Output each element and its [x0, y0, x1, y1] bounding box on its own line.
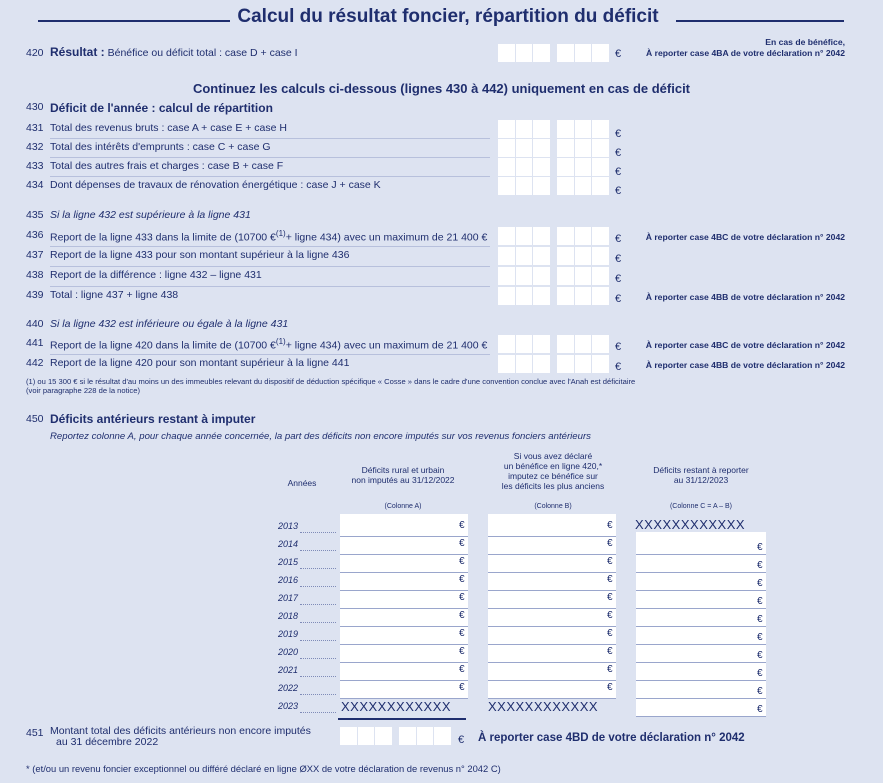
line-450: 450 Déficits antérieurs restant à imputer — [26, 412, 256, 426]
year-label: 2017 — [278, 593, 299, 603]
column-c-euro: € — [757, 542, 763, 553]
column-a-field[interactable] — [340, 514, 468, 698]
column-b-euro: € — [607, 520, 613, 531]
amount-input-438[interactable] — [498, 267, 610, 285]
amount-input-437[interactable] — [498, 247, 610, 265]
column-b-euro: € — [607, 682, 613, 693]
line-437: 437 Report de la ligne 433 pour son montant supérieur à la ligne 436 € — [26, 249, 622, 265]
amount-input-442[interactable] — [498, 355, 610, 373]
year-leader-dots — [300, 531, 336, 533]
column-b-row-line — [488, 590, 616, 591]
year-leader-dots — [300, 621, 336, 623]
column-c-row-line — [636, 716, 766, 717]
page-title: Calcul du résultat foncier, répartition du déficit — [237, 6, 659, 27]
amount-input-436[interactable] — [498, 227, 610, 245]
line-441: 441 Report de la ligne 420 dans la limite de (10700 €$^{(1)}$+ ligne 434) avec un maximum de 21 400 € € À reporter case 4BC de votre déclaration n° 2042 — [26, 337, 845, 353]
amount-input-420[interactable] — [498, 44, 610, 62]
report-note-442: À reporter case 4BB de votre déclaration n° 2042 — [645, 360, 845, 370]
line-440: 440 Si la ligne 432 est inférieure ou égale à la ligne 431 — [26, 318, 289, 330]
line-451-label: Montant total des déficits antérieurs non encore imputés au 31 décembre 2022 — [50, 725, 311, 748]
column-a-euro: € — [459, 682, 465, 693]
year-label: 2015 — [278, 557, 299, 567]
column-b-row-line — [488, 554, 616, 555]
year-leader-dots — [300, 675, 336, 677]
line-442: 442 Report de la ligne 420 pour son montant supérieur à la ligne 441 € À reporter case 4BB de votre déclaration n° 2042 — [26, 357, 845, 373]
column-a-row-line — [340, 572, 468, 573]
column-b-euro: € — [607, 646, 613, 657]
column-b-row-line — [488, 608, 616, 609]
column-b-euro: € — [607, 664, 613, 675]
years-header: Années — [287, 478, 317, 488]
column-a-euro: € — [459, 592, 465, 603]
column-b-tag: (Colonne B) — [534, 503, 572, 510]
column-c-row-line — [636, 644, 766, 645]
line-number: 420 — [26, 47, 44, 59]
line-text: Bénéfice ou déficit total : case D + case I — [107, 47, 298, 59]
title-rule-left — [38, 20, 230, 22]
line-433: 433 Total des autres frais et charges : case B + case F € — [26, 160, 622, 178]
column-a-euro: € — [459, 556, 465, 567]
year-label: 2021 — [278, 665, 299, 675]
column-b-row-line — [488, 626, 616, 627]
column-a-euro: € — [459, 574, 465, 585]
column-a-2023-crossed: XXXXXXXXXXXX — [341, 699, 452, 714]
column-b-field[interactable] — [488, 514, 616, 698]
column-c-row-line — [636, 554, 766, 555]
column-a-row-line — [340, 554, 468, 555]
line-430 — [0, 99, 883, 117]
line-432: 432 Total des intérêts d'emprunts : case C + case G € — [26, 141, 622, 159]
line-420 — [0, 44, 883, 62]
column-a-row-line — [340, 644, 468, 645]
column-a-row-line — [340, 662, 468, 663]
column-b-euro: € — [607, 592, 613, 603]
year-leader-dots — [300, 639, 336, 641]
column-a-euro: € — [459, 628, 465, 639]
column-a-euro: € — [459, 520, 465, 531]
column-a-row-line — [340, 680, 468, 681]
column-c-euro: € — [757, 686, 763, 697]
column-c-row-line — [636, 662, 766, 663]
year-label: 2013 — [278, 521, 299, 531]
amount-input-439[interactable] — [498, 287, 610, 305]
line-438: 438 Report de la différence : ligne 432 – ligne 431 € — [26, 269, 622, 285]
amount-input-431[interactable] — [498, 120, 610, 138]
line-label: Résultat : — [50, 45, 105, 59]
line-434: 434 Dont dépenses de travaux de rénovation énergétique : case J + case K € — [26, 179, 622, 197]
year-label: 2022 — [278, 683, 299, 693]
euro-symbol: € — [615, 48, 622, 60]
column-b-row-line — [488, 644, 616, 645]
year-label: 2016 — [278, 575, 299, 585]
column-b-euro: € — [607, 556, 613, 567]
year-leader-dots — [300, 693, 336, 695]
report-note-439: À reporter case 4BB de votre déclaration n° 2042 — [645, 292, 845, 302]
line-451-rule — [338, 718, 466, 720]
column-c-euro: € — [757, 614, 763, 625]
column-c-row-line — [636, 608, 766, 609]
report-note-436: À reporter case 4BC de votre déclaration n° 2042 — [645, 232, 845, 242]
column-a-euro: € — [459, 610, 465, 621]
year-label: 2014 — [278, 539, 299, 549]
column-c-euro: € — [757, 560, 763, 571]
column-c-euro: € — [757, 668, 763, 679]
line-435: 435 Si la ligne 432 est supérieure à la ligne 431 — [26, 209, 251, 221]
column-a-euro: € — [459, 646, 465, 657]
column-a-tag: (Colonne A) — [384, 503, 422, 510]
report-note-451: À reporter case 4BD de votre déclaration n° 2042 — [478, 732, 745, 744]
column-a-header: Déficits rural et urbain non imputés au 31/12/2022 — [351, 465, 455, 485]
column-b-euro: € — [607, 538, 613, 549]
year-leader-dots — [300, 549, 336, 551]
column-b-header: Si vous avez déclaré un bénéfice en ligne 420,* imputez ce bénéfice sur les déficits les plus anciens — [501, 451, 605, 491]
euro-symbol: € — [458, 734, 465, 746]
column-c-field[interactable] — [636, 532, 766, 716]
year-leader-dots — [300, 585, 336, 587]
amount-input-432[interactable] — [498, 139, 610, 157]
column-c-row-line — [636, 572, 766, 573]
column-a-euro: € — [459, 664, 465, 675]
column-c-row-line — [636, 590, 766, 591]
column-b-row-line — [488, 572, 616, 573]
note-420-line1: En cas de bénéfice, — [765, 37, 845, 47]
column-c-header: Déficits restant à reporter au 31/12/2023 — [653, 465, 749, 485]
column-c-euro: € — [757, 650, 763, 661]
report-note-420: À reporter case 4BA de votre déclaration n° 2042 — [646, 48, 845, 58]
column-a-row-line — [340, 608, 468, 609]
year-leader-dots — [300, 567, 336, 569]
column-b-euro: € — [607, 574, 613, 585]
year-leader-dots — [300, 657, 336, 659]
footnote-star: * (et/ou un revenu foncier exceptionnel ou différé déclaré en ligne ØXX de votre déclaration de revenus n° 2042 C) — [26, 763, 501, 774]
column-c-row-line — [636, 680, 766, 681]
amount-input-451[interactable] — [340, 727, 452, 745]
column-c-euro: € — [757, 704, 763, 715]
amount-input-441[interactable] — [498, 335, 610, 353]
column-b-row-line — [488, 680, 616, 681]
column-c-euro: € — [757, 596, 763, 607]
column-a-row-line — [340, 626, 468, 627]
column-b-row-line — [488, 536, 616, 537]
column-b-row-line — [488, 662, 616, 663]
column-b-euro: € — [607, 628, 613, 639]
year-leader-dots — [300, 603, 336, 605]
amount-input-434[interactable] — [498, 177, 610, 195]
line-436: 436 Report de la ligne 433 dans la limite de (10700 €$^{(1)}$+ ligne 434) avec un maximum de 21 400 € € À reporter case 4BC de votre déclaration n° 2042 — [26, 229, 845, 245]
year-leader-dots — [300, 711, 336, 713]
line-431: 431 Total des revenus bruts : case A + case E + case H € — [26, 122, 622, 140]
line-450-subtext: Reportez colonne A, pour chaque année concernée, la part des déficits non encore imputés sur vos revenus fonciers antérieurs — [50, 431, 591, 442]
column-c-tag: (Colonne C = A – B) — [669, 503, 733, 510]
column-b-2023-crossed: XXXXXXXXXXXX — [488, 699, 599, 714]
column-c-2013-crossed: XXXXXXXXXXXX — [635, 517, 746, 532]
column-c-euro: € — [757, 632, 763, 643]
column-a-row-line — [340, 590, 468, 591]
year-label: 2018 — [278, 611, 299, 621]
line-number: 430 — [26, 101, 44, 113]
line-439: 439 Total : ligne 437 + ligne 438 € À reporter case 4BB de votre déclaration n° 2042 — [26, 289, 845, 305]
column-b-euro: € — [607, 610, 613, 621]
section-subheading: Continuez les calculs ci-dessous (lignes 430 à 442) uniquement en cas de déficit — [192, 81, 691, 96]
column-a-row-line — [340, 536, 468, 537]
year-label: 2019 — [278, 629, 299, 639]
title-rule-right — [676, 20, 844, 22]
column-c-euro: € — [757, 578, 763, 589]
line-label: Déficit de l'année : calcul de répartition — [50, 101, 273, 115]
year-label: 2023 — [278, 701, 299, 711]
column-c-row-line — [636, 626, 766, 627]
report-note-441: À reporter case 4BC de votre déclaration n° 2042 — [645, 340, 845, 350]
year-label: 2020 — [278, 647, 299, 657]
footnote-1: (1) ou 15 300 € si le résultat d'au moins un des immeubles relevant du dispositif de déduction spécifique « Cosse » dans le cadre d'une convention conclue avec l'Anah est déficitaire (voir paragraphe 228 de la notice) — [26, 377, 636, 395]
column-c-row-line — [636, 698, 766, 699]
line-451-number: 451 — [26, 727, 44, 739]
amount-input-433[interactable] — [498, 158, 610, 176]
column-a-euro: € — [459, 538, 465, 549]
